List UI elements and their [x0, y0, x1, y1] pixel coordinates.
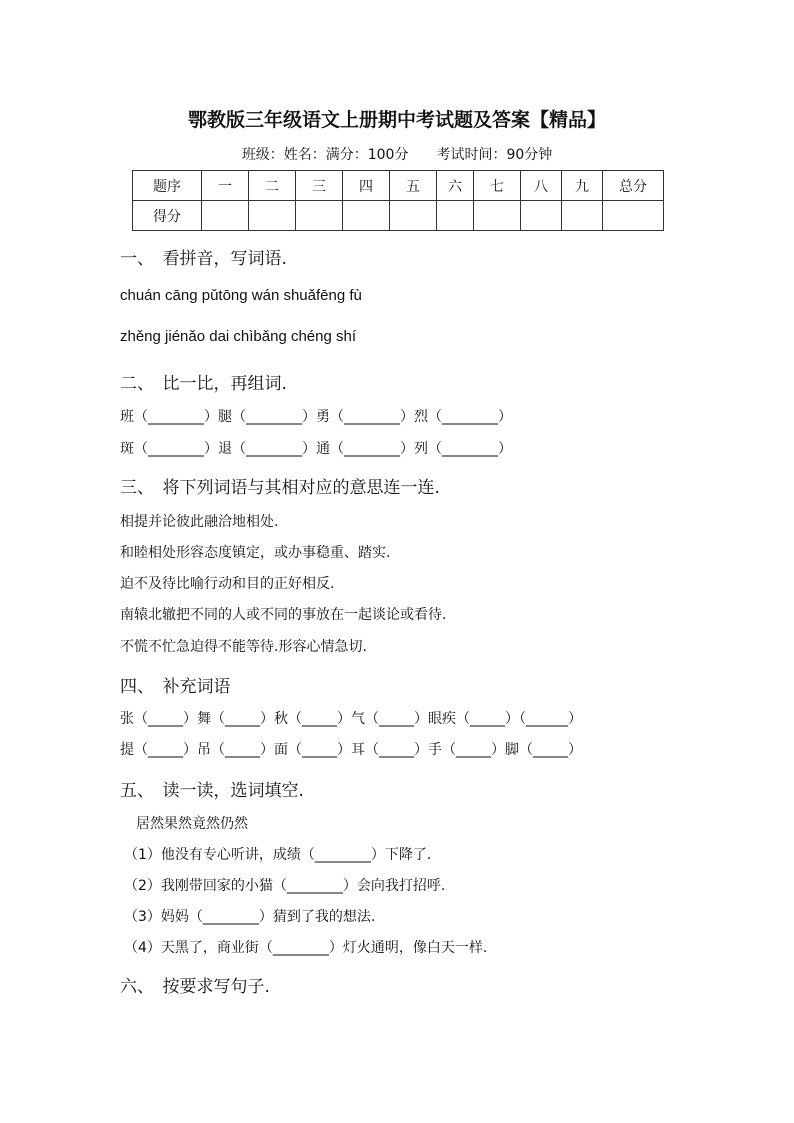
word-bank: 居然果然竟然仍然 [136, 816, 248, 832]
score-header-cell: 三 [296, 171, 343, 201]
score-row-label: 得分 [133, 201, 202, 231]
score-cell [249, 201, 296, 231]
score-cell [343, 201, 390, 231]
score-table-header-row [133, 171, 664, 201]
score-table-score-row [133, 201, 664, 231]
score-header-cell: 四 [343, 171, 390, 201]
section-3-heading: 三、 将下列词语与其相对应的意思连一连. [120, 478, 440, 498]
score-cell [390, 201, 437, 231]
score-header-cell: 总分 [603, 171, 664, 201]
page-title: 鄂教版三年级语文上册期中考试题及答案【精品】 [187, 109, 606, 131]
question-line: （2）我刚带回家的小猫（________）会向我打招呼. [124, 878, 446, 894]
pinyin-line: chuán cāng pǔtōng wán shuǎfēng fù [120, 287, 362, 304]
section-6-heading: 六、 按要求写句子. [120, 977, 270, 997]
section-5-heading: 五、 读一读，选词填空. [120, 781, 304, 801]
question-line: （3）妈妈（________）猜到了我的想法. [124, 909, 376, 925]
score-header-cell: 九 [562, 171, 603, 201]
score-cell [296, 201, 343, 231]
compare-words-line: 班（________）腿（________）勇（________）烈（________） [120, 409, 512, 425]
match-line: 相提并论彼此融洽地相处. [120, 514, 279, 530]
score-header-cell: 二 [249, 171, 296, 201]
score-cell [521, 201, 562, 231]
compare-words-line: 斑（________）退（________）通（________）列（________） [120, 441, 512, 457]
score-table [132, 170, 664, 231]
score-header-cell: 七 [474, 171, 521, 201]
score-cell [437, 201, 474, 231]
score-header-cell: 六 [437, 171, 474, 201]
fill-words-line: 提（_____）吊（_____）面（_____）耳（_____）手（_____）脚（_____） [120, 742, 582, 758]
score-header-cell: 八 [521, 171, 562, 201]
match-line: 和睦相处形容态度镇定，或办事稳重、踏实. [120, 545, 391, 561]
question-line: （1）他没有专心听讲，成绩（________）下降了. [124, 847, 432, 863]
pinyin-line: zhěng jiénǎo dai chìbǎng chéng shí [120, 328, 357, 345]
score-header-cell: 一 [202, 171, 249, 201]
section-1-heading: 一、 看拼音，写词语. [120, 249, 287, 269]
section-2-heading: 二、 比一比，再组词. [120, 374, 287, 394]
score-cell [474, 201, 521, 231]
match-line: 南辕北辙把不同的人或不同的事放在一起谈论或看待. [120, 607, 447, 623]
score-header-cell: 题序 [133, 171, 202, 201]
section-4-heading: 四、 补充词语 [120, 677, 231, 697]
match-line: 迫不及待比喻行动和目的正好相反. [120, 576, 335, 592]
match-line: 不慌不忙急迫得不能等待.形容心情急切. [120, 639, 367, 655]
score-cell [202, 201, 249, 231]
fill-words-line: 张（_____）舞（_____）秋（_____）气（_____）眼疾（_____）（______） [120, 711, 582, 727]
exam-info: 班级：姓名：满分：100分 考试时间：90分钟 [241, 147, 553, 163]
question-line: （4）天黑了，商业街（________）灯火通明，像白天一样. [124, 940, 488, 956]
score-cell [603, 201, 664, 231]
score-cell [562, 201, 603, 231]
score-header-cell: 五 [390, 171, 437, 201]
